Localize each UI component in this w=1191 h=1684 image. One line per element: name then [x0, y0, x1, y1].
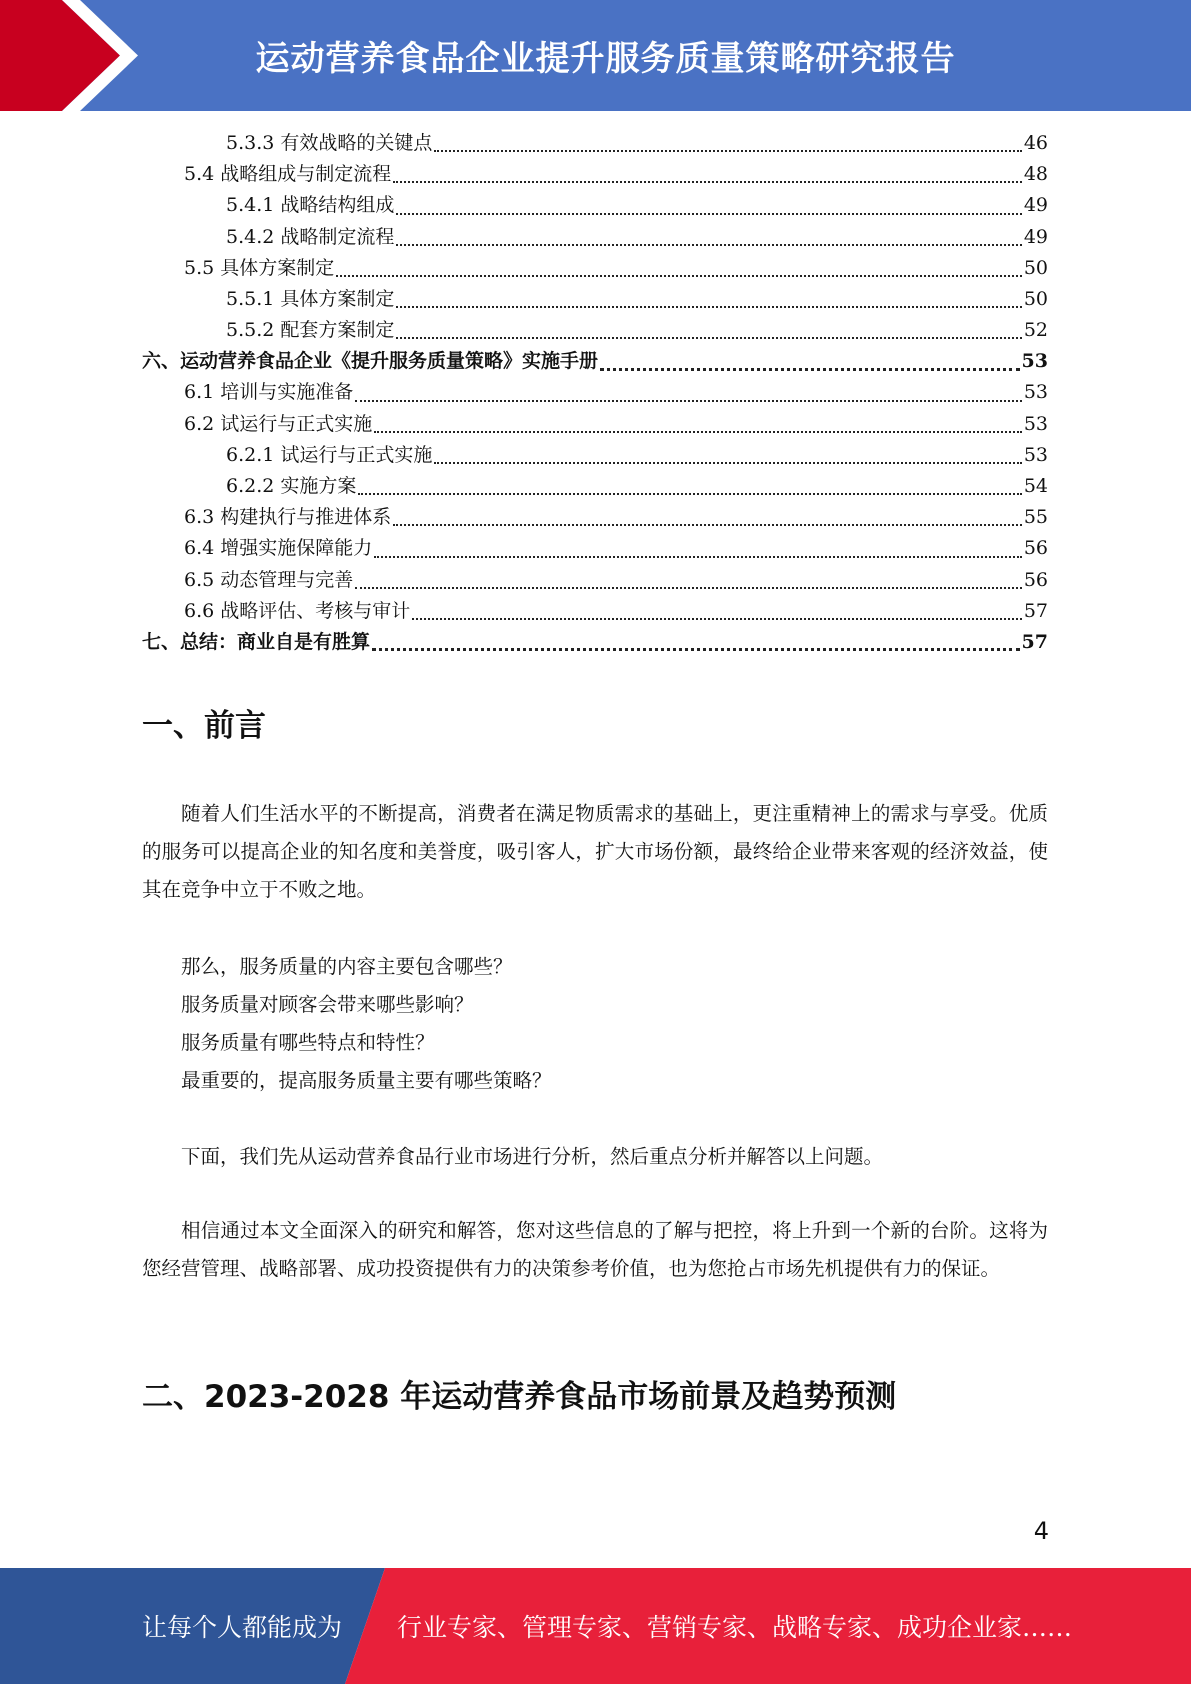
toc-entry-label: 5.5 具体方案制定 [184, 256, 335, 279]
toc-dot-leader [355, 400, 1022, 402]
toc-dot-leader [336, 275, 1022, 277]
toc-entry-page: 48 [1023, 163, 1048, 186]
question-item: 服务质量对顾客会带来哪些影响？ [181, 993, 474, 1016]
toc-dot-leader [412, 618, 1022, 620]
toc-entry-label: 5.5.1 具体方案制定 [226, 287, 395, 310]
toc-entry[interactable] [142, 409, 1048, 440]
toc-entry[interactable] [142, 315, 1048, 346]
toc-entry-label: 6.2.1 试运行与正式实施 [226, 443, 433, 466]
toc-entry[interactable] [142, 440, 1048, 471]
toc-entry-label: 6.4 增强实施保障能力 [184, 537, 373, 560]
question-item: 那么，服务质量的内容主要包含哪些？ [181, 955, 513, 978]
toc-entry-label: 5.4.2 战略制定流程 [226, 225, 395, 248]
header-band [0, 0, 1191, 111]
table-of-contents [142, 128, 1048, 658]
toc-entry[interactable] [142, 128, 1048, 159]
toc-entry-page: 46 [1023, 131, 1048, 154]
toc-entry-page: 49 [1023, 225, 1048, 248]
toc-entry-label: 6.5 动态管理与完善 [184, 568, 354, 591]
toc-dot-leader [374, 556, 1022, 558]
section-heading-preface: 一、前言 [142, 708, 266, 744]
toc-entry-page: 53 [1021, 350, 1048, 373]
toc-entry-label: 5.4.1 战略结构组成 [226, 194, 395, 217]
toc-entry-page: 55 [1023, 506, 1048, 529]
report-title: 运动营养食品企业提升服务质量策略研究报告 [255, 39, 956, 79]
toc-entry-label: 六、运动营养食品企业《提升服务质量策略》实施手册 [142, 350, 599, 373]
question-item: 服务质量有哪些特点和特性？ [181, 1031, 435, 1054]
toc-entry[interactable] [142, 565, 1048, 596]
toc-entry-label: 七、总结：商业自是有胜算 [142, 630, 371, 653]
toc-dot-leader [396, 337, 1021, 339]
toc-dot-leader [393, 181, 1022, 183]
footer-slogan-right: 行业专家、管理专家、营销专家、战略专家、成功企业家…… [397, 1613, 1073, 1642]
toc-entry-label: 6.2.2 实施方案 [226, 475, 357, 498]
toc-entry-page: 56 [1023, 568, 1048, 591]
toc-dot-leader [396, 213, 1021, 215]
toc-entry-label: 6.6 战略评估、考核与审计 [184, 599, 411, 622]
toc-entry-page: 49 [1023, 194, 1048, 217]
toc-entry-label: 6.1 培训与实施准备 [184, 381, 354, 404]
toc-entry-label: 5.5.2 配套方案制定 [226, 319, 395, 342]
preface-paragraph-1: 随着人们生活水平的不断提高，消费者在满足物质需求的基础上，更注重精神上的需求与享受。优质的服务可以提高企业的知名度和美誉度，吸引客人，扩大市场份额，最终给企业带来客观的经济效益，使其在竞争中立于不败之地。 [142, 802, 1048, 901]
toc-entry[interactable] [142, 222, 1048, 253]
toc-dot-leader [372, 648, 1020, 651]
toc-entry-label: 5.3.3 有效战略的关键点 [226, 131, 433, 154]
toc-entry-page: 50 [1023, 287, 1048, 310]
toc-dot-leader [434, 150, 1021, 152]
toc-entry-page: 54 [1023, 475, 1048, 498]
toc-entry[interactable] [142, 596, 1048, 627]
question-item: 最重要的，提高服务质量主要有哪些策略？ [181, 1069, 552, 1092]
toc-entry[interactable] [142, 502, 1048, 533]
toc-entry-label: 6.3 构建执行与推进体系 [184, 506, 392, 529]
toc-dot-leader [434, 462, 1021, 464]
toc-entry-page: 52 [1023, 319, 1048, 342]
preface-paragraph-3: 相信通过本文全面深入的研究和解答，您对这些信息的了解与把控，将上升到一个新的台阶。这将为您经营管理、战略部署、成功投资提供有力的决策参考价值，也为您抢占市场先机提供有力的保证。 [142, 1219, 1048, 1280]
toc-entry[interactable] [142, 253, 1048, 284]
toc-entry[interactable] [142, 159, 1048, 190]
toc-entry[interactable] [142, 346, 1048, 377]
toc-dot-leader [393, 524, 1022, 526]
toc-entry[interactable] [142, 284, 1048, 315]
toc-dot-leader [600, 368, 1020, 371]
toc-dot-leader [358, 493, 1021, 495]
toc-entry-page: 53 [1023, 443, 1048, 466]
section-heading-forecast: 二、2023-2028 年运动营养食品市场前景及趋势预测 [142, 1379, 897, 1415]
toc-entry-label: 6.2 试运行与正式实施 [184, 412, 373, 435]
toc-entry-page: 53 [1023, 412, 1048, 435]
toc-entry[interactable] [142, 533, 1048, 564]
toc-entry[interactable] [142, 378, 1048, 409]
toc-entry[interactable] [142, 190, 1048, 221]
toc-dot-leader [396, 306, 1021, 308]
toc-entry-page: 50 [1023, 256, 1048, 279]
question-list [142, 948, 1048, 1100]
toc-entry-page: 57 [1023, 599, 1048, 622]
toc-entry-label: 5.4 战略组成与制定流程 [184, 163, 392, 186]
toc-dot-leader [355, 587, 1022, 589]
page-number: 4 [1033, 1517, 1049, 1545]
toc-dot-leader [374, 431, 1022, 433]
toc-entry-page: 57 [1021, 630, 1048, 653]
toc-entry[interactable] [142, 627, 1048, 658]
footer-slogan-left: 让每个人都能成为 [142, 1613, 343, 1642]
toc-entry-page: 53 [1023, 381, 1048, 404]
toc-dot-leader [396, 244, 1021, 246]
toc-entry-page: 56 [1023, 537, 1048, 560]
preface-paragraph-2: 下面，我们先从运动营养食品行业市场进行分析，然后重点分析并解答以上问题。 [181, 1145, 884, 1168]
toc-entry[interactable] [142, 471, 1048, 502]
footer-band [0, 1568, 1191, 1684]
